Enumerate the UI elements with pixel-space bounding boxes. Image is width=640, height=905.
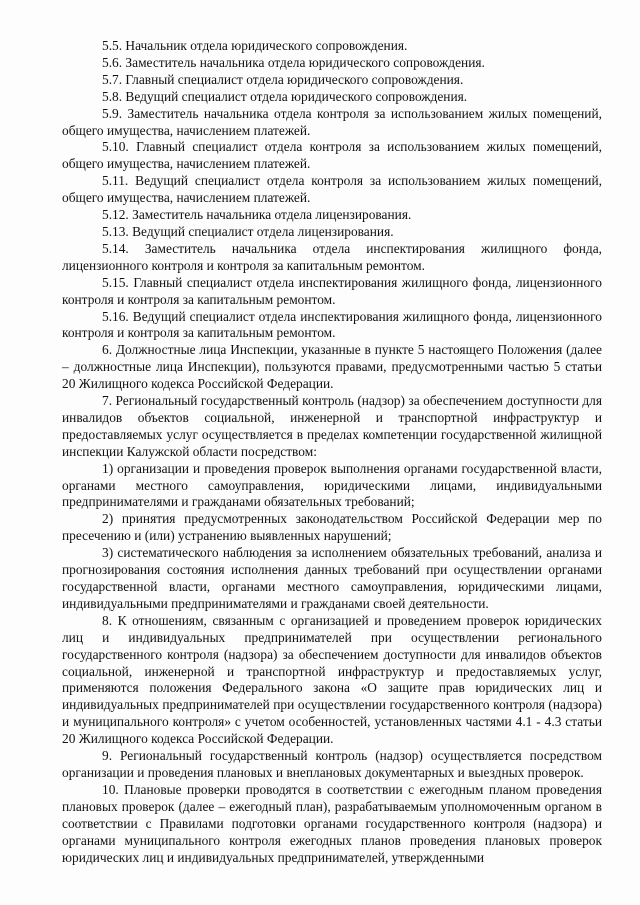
item-5-8: 5.8. Ведущий специалист отдела юридического сопровождения. <box>102 88 468 104</box>
item-10: 10. Плановые проверки проводятся в соответствии с ежегодным планом проведения плановых проверок (далее – ежегодный план), разрабатываемым уполномоченным органом в соответствии с Правилами подготовки органами государственного контроля (надзора) и органами муниципального контроля ежегодных планов проведения плановых проверок юридических лиц и индивидуальных предпринимателей, утвержденными <box>62 781 602 865</box>
item-7-3: 3) систематического наблюдения за исполнением обязательных требований, анализа и прогнозирования состояния исполнения данных требований при осуществлении органами государственной власти, органами местного самоуправления, юридическими лицами, индивидуальными предпринимателями и гражданами своей деятельности. <box>62 545 602 611</box>
item-5-14: 5.14. Заместитель начальника отдела инспектирования жилищного фонда, лицензионного контроля и контроля за капитальным ремонтом. <box>62 240 602 273</box>
item-5-12: 5.12. Заместитель начальника отдела лицензирования. <box>102 207 412 223</box>
item-5-5: 5.5. Начальник отдела юридического сопровождения. <box>102 38 408 53</box>
item-5-16: 5.16. Ведущий специалист отдела инспектирования жилищного фонда, лицензионного контроля и контроля за капитальным ремонтом. <box>62 308 602 341</box>
item-5-7: 5.7. Главный специалист отдела юридического сопровождения. <box>102 71 464 87</box>
item-8: 8. К отношениям, связанным с организацией и проведением проверок юридических лиц и индивидуальных предпринимателей при осуществлении регионального государственного контроля (надзора) за обеспечением доступности для инвалидов объектов социальной, инженерной и транспортной инфраструктур и предоставляемых услуг, применяются положения Федерального закона «О защите прав юридических лиц и индивидуальных предпринимателей при осуществлении государственного контроля (надзора) и муниципального контроля» с учетом особенностей, установленных частями 4.1 - 4.3 статьи 20 Жилищного кодекса Российской Федерации. <box>62 612 602 747</box>
item-7: 7. Региональный государственный контроль (надзор) за обеспечением доступности для инвалидов объектов социальной, инженерной и транспортной инфраструктур и предоставляемых услуг осуществляется в пределах компетенции государственной жилищной инспекции Калужской области посредством: <box>62 393 602 459</box>
item-5-6: 5.6. Заместитель начальника отдела юридического сопровождения. <box>102 54 485 70</box>
document-body <box>62 38 602 866</box>
item-5-10: 5.10. Главный специалист отдела контроля за использованием жилых помещений, общего имущества, начислением платежей. <box>62 139 602 172</box>
item-5-15: 5.15. Главный специалист отдела инспектирования жилищного фонда, лицензионного контроля и контроля за капитальным ремонтом. <box>62 274 602 307</box>
item-5-11: 5.11. Ведущий специалист отдела контроля за использованием жилых помещений, общего имущества, начислением платежей. <box>62 173 602 206</box>
item-9: 9. Региональный государственный контроль (надзор) осуществляется посредством организации и проведения плановых и внеплановых документарных и выездных проверок. <box>62 748 602 780</box>
item-7-1: 1) организации и проведения проверок выполнения органами государственной власти, органами местного самоуправления, юридическими лицами, индивидуальными предпринимателями и гражданами обязательных требований; <box>62 460 602 510</box>
item-5-13: 5.13. Ведущий специалист отдела лицензирования. <box>102 223 394 239</box>
item-6: 6. Должностные лица Инспекции, указанные в пункте 5 настоящего Положения (далее – должностные лица Инспекции), пользуются правами, предусмотренными частью 5 статьи 20 Жилищного кодекса Российской Федерации. <box>62 342 602 392</box>
item-5-9: 5.9. Заместитель начальника отдела контроля за использованием жилых помещений, общего имущества, начислением платежей. <box>62 105 602 138</box>
item-7-2: 2) принятия предусмотренных законодательством Российской Федерации мер по пресечению и (или) устранению выявленных нарушений; <box>62 511 602 544</box>
